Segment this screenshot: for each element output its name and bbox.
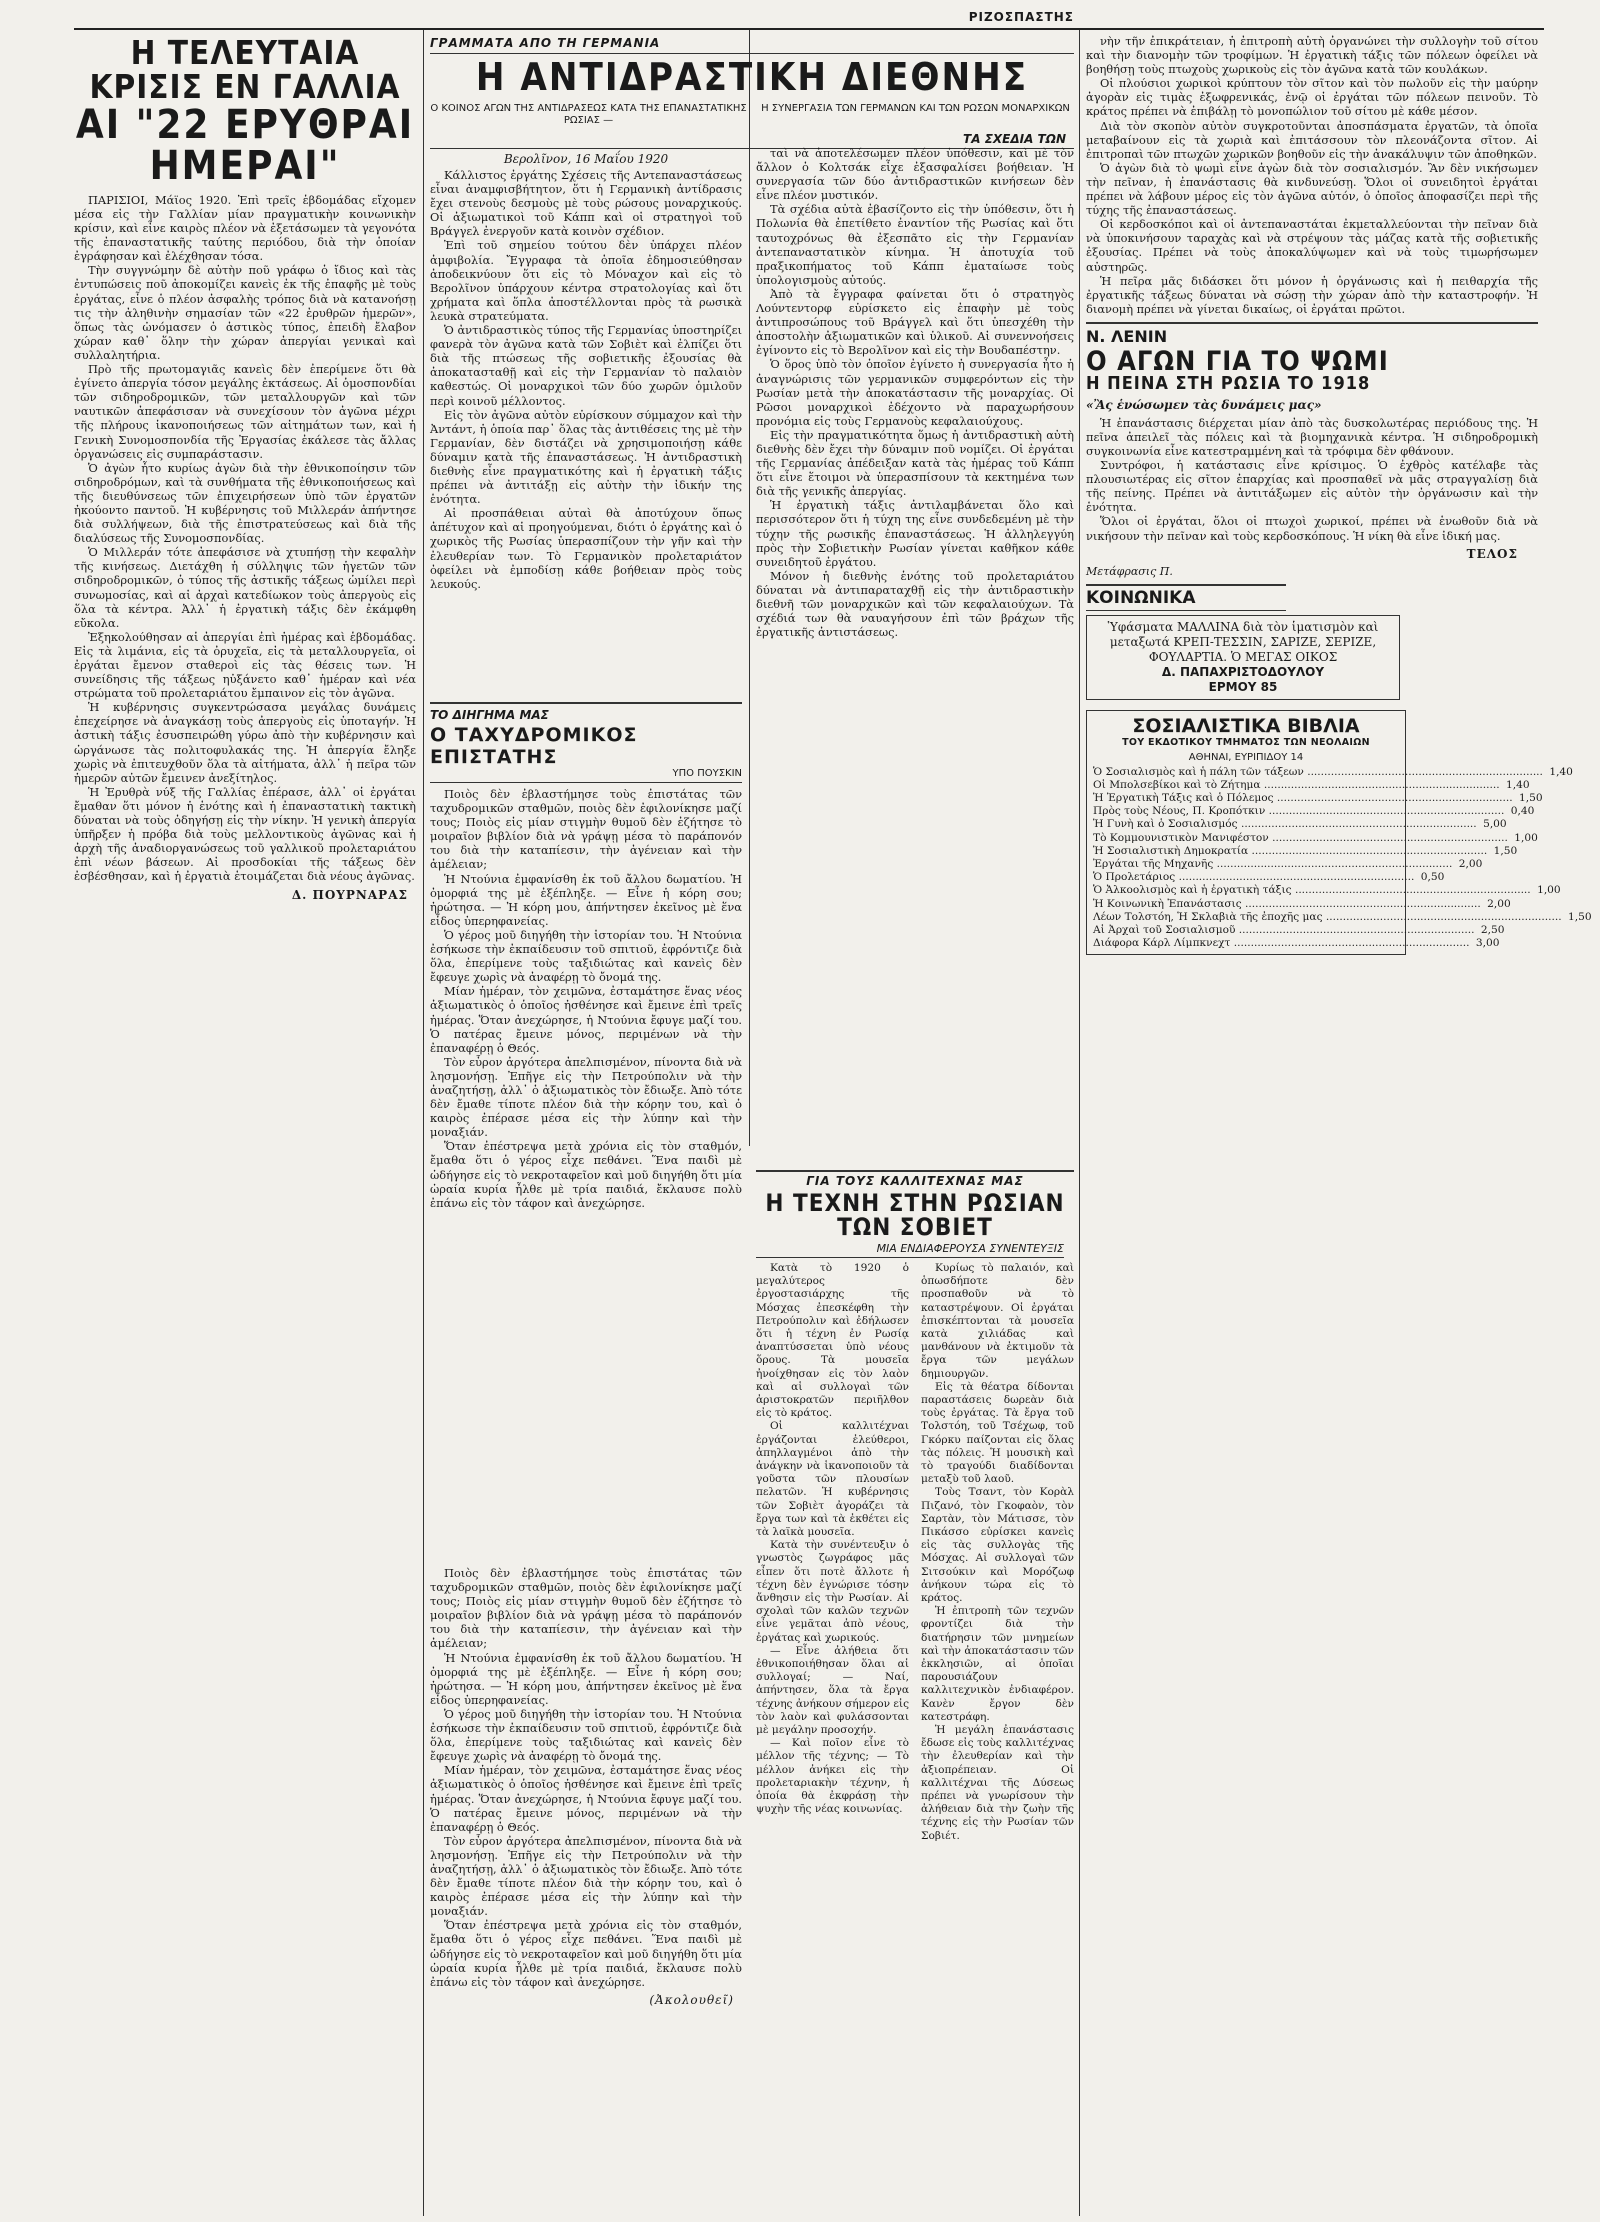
article-end: ΤΕΛΟΣ: [1466, 546, 1518, 561]
paragraph: Ποιὸς δὲν ἐβλαστήμησε τοὺς ἐπιστάτας τῶν ταχυδρομικῶν σταθμῶν, ποιὸς δὲν ἐφιλονίκησε μαζί τους; Ποιὸς εἰς μίαν στιγμὴν θυμοῦ δὲν ἐζήτησε τὸ μοιραῖον βιβλίον διὰ νὰ γράψῃ μέσα τὸ παράπονόν του διὰ τὴν καταπίεσιν, τὴν ἀγένειαν καὶ τὴν ἀμέλειαν;: [430, 787, 742, 872]
article-headline: Η ΤΕΧΝΗ ΣΤΗΝ ΡΩΣΙΑΝ ΤΩΝ ΣΟΒΙΕΤ: [765, 1189, 1065, 1242]
paragraph: Ἐξηκολούθησαν αἱ ἀπεργίαι ἐπὶ ἡμέρας καὶ ἑβδομάδας. Εἰς τὰ λιμάνια, εἰς τὰ ὀρυχεῖα, εἰς τὰ μεταλλουργεῖα, οἱ ἐργάται ἔμενον σταθεροὶ εἰς τὰς θέσεις των. Ἡ συνείδησις τῆς τάξεως ηὐξάνετο καθ᾽ ἡμέραν καὶ νέα στρώματα τοῦ προλεταριάτου ἔμπαινον εἰς τὸν ἀγῶνα.: [74, 629, 416, 701]
story-postmaster: [430, 696, 742, 1210]
book-price: 2,50: [1480, 924, 1505, 937]
section-koinonika: ΚΟΙΝΩΝΙΚΑ: [1086, 584, 1286, 611]
book-row: [1093, 818, 1507, 831]
ad-text: Ὑφάσματα ΜΑΛΛΙΝΑ διὰ τὸν ἱματισμὸν καὶ μεταξωτά ΚΡΕΠ-ΤΕΣΣΙΝ, ΣΑΡΙΖΕ, ΣΕΡΙΖΕ, ΦΟΥΛΑΡΤΙΑ. Ὁ ΜΕΓΑΣ ΟΙΚΟΣ: [1107, 619, 1379, 664]
column-rule: [1079, 30, 1080, 2216]
paragraph: Κατὰ τὸ 1920 ὁ μεγαλύτερος ἐργοστασιάρχης τῆς Μόσχας ἐπεσκέφθη τὴν Πετρούπολιν καὶ ἐδήλωσεν ὅτι ἡ τέχνη ἐν Ρωσίᾳ ἀναπτύσσεται ὑπὸ νέους ὅρους. Τὰ μουσεῖα ἠνοίχθησαν εἰς τὸν λαὸν καὶ αἱ συλλογαὶ τῶν ἀριστοκρατῶν περιῆλθον εἰς τὸ κράτος.: [756, 1261, 909, 1420]
paragraph: Τὰ σχέδια αὐτὰ ἐβασίζοντο εἰς τὴν ὑπόθεσιν, ὅτι ἡ Πολωνία θὰ ἐπετίθετο ἐναντίον τῆς Ρωσίας καὶ ὅτι ταυτοχρόνως θὰ ἐξεσπᾶτο εἰς τὴν Γερμανίαν ἀντεπαναστατικὸν κίνημα. Ἡ ἀποτυχία τοῦ πραξικοπήματος τοῦ Κάππ ἐματαίωσε τοὺς ὑπολογισμοὺς αὐτούς.: [756, 202, 1074, 287]
article-headline: ΑΙ "22 ΕΡΥΘΡΑΙ ΗΜΕΡΑΙ": [75, 102, 415, 190]
paragraph: Συντρόφοι, ἡ κατάστασις εἶνε κρίσιμος. Ὁ ἐχθρὸς κατέλαβε τὰς πλουσιωτέρας εἰς σῖτον ἐπαρχίας καὶ προσπαθεῖ νὰ μᾶς στραγγαλίσῃ διὰ τῆς πείνης. Πρέπει νὰ ἀντιτάξωμεν εἰς αὐτὸν τὴν ὀργάνωσιν καὶ τὴν ἑνότητα.: [1086, 458, 1538, 515]
book-row: [1093, 897, 1511, 911]
story-title: Ο ΤΑΧΥΔΡΟΜΙΚΟΣ ΕΠΙΣΤΑΤΗΣ: [430, 724, 638, 768]
book-title: Διάφορα Κάρλ Λίμπκνεχτ .....: [1093, 937, 1469, 950]
column-right: [1086, 34, 1592, 2216]
paragraph: Ἡ Ντούνια ἐμφανίσθη ἐκ τοῦ ἄλλου δωματίου. Ἡ ὀμορφιά της μὲ ἐξέπληξε. — Εἶνε ἡ κόρη σου; ἠρώτησα. — Ἡ κόρη μου, ἀπήντησεν ἐκεῖνος μὲ ἕνα εἶδος ὑπερηφανείας.: [430, 871, 742, 928]
book-list-title: ΣΟΣΙΑΛΙΣΤΙΚΑ ΒΙΒΛΙΑ: [1132, 714, 1360, 737]
running-head: [74, 6, 1544, 30]
book-price: 5,00: [1483, 818, 1507, 831]
paragraph: Οἱ καλλιτέχναι ἐργάζονται ἐλεύθεροι, ἀπηλλαγμένοι ἀπὸ τὴν ἀνάγκην νὰ ἱκανοποιοῦν τὰ γοῦστα τῶν πλουσίων πελατῶν. Ἡ κυβέρνησις τῶν Σοβιὲτ ἀγοράζει τὰ ἔργα των καὶ τὰ ἐκθέτει εἰς τὰ λαϊκὰ μουσεῖα.: [756, 1420, 909, 1538]
book-row: [1093, 792, 1543, 805]
paragraph: Κατὰ τὴν συνέντευξιν ὁ γνωστὸς ζωγράφος μᾶς εἶπεν ὅτι ποτὲ ἄλλοτε ἡ τέχνη δὲν ἐγνώρισε τόσην ἄνθησιν εἰς τὴν Ρωσίαν. Αἱ σχολαὶ τῶν καλῶν τεχνῶν εἶνε γεμᾶται ἀπὸ νέους, ἐργάτας καὶ χωρικούς.: [756, 1539, 909, 1644]
book-title: Ἡ Ἐργατικὴ Τάξις καὶ ὁ Πόλεμος .....: [1093, 792, 1513, 805]
paragraph: Οἱ κερδοσκόποι καὶ οἱ ἀντεπαναστάται ἐκμεταλλεύονται τὴν πεῖναν διὰ νὰ ὑποκινήσουν ταραχὰς καὶ νὰ στρέψουν τὰς μάζας κατὰ τῆς σοβιετικῆς ἐξουσίας. Πρέπει νὰ τοὺς ἀποκαλύψωμεν καὶ νὰ τοὺς τιμωρήσωμεν αὐστηρῶς.: [1086, 217, 1538, 274]
book-title: Ἡ Κοινωνικὴ Ἐπανάστασις .....: [1093, 898, 1481, 911]
paragraph: Ἡ ἐπανάστασις διέρχεται μίαν ἀπὸ τὰς δυσκολωτέρας περιόδους της. Ἡ πεῖνα ἀπειλεῖ τὰς πόλεις καὶ τὰ βιομηχανικὰ κέντρα. Ἡ σιδηροδρομικὴ συγκοινωνία εἶνε κατεστραμμένη καὶ τὰ τρόφιμα δὲν φθάνουν.: [1086, 415, 1538, 458]
paragraph: Διὰ τὸν σκοπὸν αὐτὸν συγκροτοῦνται ἀποσπάσματα ἐργατῶν, τὰ ὁποῖα μεταβαίνουν εἰς τὰ χωριὰ καὶ ἐπιτάσσουν τὸν πλεονάζοντα σῖτον. Αἱ ἐπιτροπαὶ τῶν πτωχῶν χωρικῶν βοηθοῦν εἰς τὴν ἀνακάλυψιν τῶν ἀποθηκῶν.: [1086, 118, 1538, 161]
book-row: [1093, 844, 1518, 858]
paragraph: Εἰς τὴν πραγματικότητα ὅμως ἡ ἀντιδραστικὴ αὐτὴ διεθνὴς δὲν ἔχει τὴν δύναμιν ποῦ νομίζει. Οἱ ἐργάται τῆς Γερμανίας ἀπέδειξαν κατὰ τὰς ἡμέρας τοῦ Κάππ ὅτι εἶνε ἕτοιμοι νὰ ὑπερασπίσουν τὰ κεκτημένα των διὰ τῆς γενικῆς ἀπεργίας.: [756, 427, 1074, 499]
paragraph: Μίαν ἡμέραν, τὸν χειμῶνα, ἐσταμάτησε ἕνας νέος ἀξιωματικὸς ὁ ὁποῖος ἠσθένησε καὶ ἔμεινε ἐπὶ τρεῖς ἡμέρας. Ὅταν ἀνεχώρησε, ἡ Ντούνια ἔφυγε μαζί του. Ὁ πατέρας ἔμεινε μόνος, περιμένων νὰ τὴν ἐπαναφέρῃ ὁ Θεός.: [430, 1763, 742, 1834]
section-label: ΤΑ ΣΧΕΔΙΑ ΤΩΝ: [430, 130, 1074, 149]
book-price: 1,40: [1549, 765, 1573, 778]
book-title: Ὁ Σοσιαλισμὸς καὶ ἡ πάλη τῶν τάξεων .....: [1093, 766, 1543, 779]
article-kicker: ΓΙΑ ΤΟΥΣ ΚΑΛΛΙΤΕΧΝΑΣ ΜΑΣ: [806, 1174, 1024, 1188]
paragraph: ΠΑΡΙΣΙΟΙ, Μάϊος 1920. Ἐπὶ τρεῖς ἑβδομάδας εἴχομεν μέσα εἰς τὴν Γαλλίαν μίαν πραγματικὴν κοινωνικὴν κρίσιν, καὶ εἶνε καιρὸς πλέον νὰ ἐξετάσωμεν τὰ γεγονότα τῆς ἐπαναστατικῆς ταύτης περιόδου, διὰ τὴν ὁποίαν ἐγράφησαν καὶ ἐλέχθησαν τόσα.: [74, 192, 416, 264]
article-french-crisis: [74, 34, 416, 2216]
book-title: Ἡ Σοσιαλιστικὴ Δημοκρατία .....: [1093, 845, 1487, 858]
book-price: 1,50: [1568, 910, 1592, 923]
article-kicker: Η ΤΕΛΕΥΤΑΙΑ ΚΡΙΣΙΣ ΕΝ ΓΑΛΛΙΑ: [89, 33, 401, 106]
book-row: [1093, 858, 1483, 871]
paragraph: — Εἶνε ἀλήθεια ὅτι ἐθνικοποιήθησαν ὅλαι αἱ συλλογαί; — Ναί, ἀπήντησεν, ὅλα τὰ ἔργα τέχνης ἀνήκουν σήμερον εἰς τὸν λαὸν καὶ φυλάσσονται μὲ μεγάλην προσοχήν.: [756, 1644, 909, 1737]
book-list: [1086, 710, 1592, 956]
book-price: 1,40: [1505, 778, 1530, 791]
story-kicker: ΤΟ ΔΙΗΓΗΜΑ ΜΑΣ: [430, 708, 549, 722]
paragraph: Ὁ γέρος μοῦ διηγήθη τὴν ἱστορίαν του. Ἡ Ντούνια ἐσήκωσε τὴν ἐκπαίδευσιν τοῦ σπιτιοῦ, ἐφρόντιζε διὰ ὅλα, ἐπερίμενε τοὺς ταξιδιώτας καὶ κανεὶς δὲν ἔφευγε χωρὶς νὰ ἀναφέρῃ τὸ ὄνομά της.: [430, 927, 742, 985]
paragraph: Ἡ μεγάλη ἐπανάστασις ἔδωσε εἰς τοὺς καλλιτέχνας τὴν ἐλευθερίαν καὶ τὴν ἀξιοπρέπειαν. Οἱ καλλιτέχναι τῆς Δύσεως πρέπει νὰ γνωρίσουν τὴν ἀλήθειαν διὰ τὴν ζωὴν τῆς τέχνης εἰς τὴν Ρωσίαν τῶν Σοβιέτ.: [921, 1724, 1074, 1842]
article-reaction-header: [430, 34, 1074, 144]
article-kicker: ΓΡΑΜΜΑΤΑ ΑΠΟ ΤΗ ΓΕΡΜΑΝΙΑ: [430, 34, 1074, 54]
book-price: 2,00: [1458, 858, 1483, 871]
paragraph: Ἡ Ντούνια ἐμφανίσθη ἐκ τοῦ ἄλλου δωματίου. Ἡ ὀμορφιά της μὲ ἐξέπληξε. — Εἶνε ἡ κόρη σου; ἠρώτησα. — Ἡ κόρη μου, ἀπήντησεν ἐκεῖνος μὲ ἕνα εἶδος ὑπερηφανείας.: [430, 1650, 742, 1707]
paragraph: Ὅλοι οἱ ἐργάται, ὅλοι οἱ πτωχοὶ χωρικοί, πρέπει νὰ ἑνωθοῦν διὰ νὰ νικήσουν τὴν πεῖναν καὶ τοὺς κερδοσκόπους. Ἡ νίκη θὰ εἶνε ἰδική μας.: [1086, 514, 1538, 543]
book-price: 1,50: [1493, 844, 1518, 857]
article-headline: Η ΑΝΤΙΔΡΑΣΤΙΚΗ ΔΙΕΘΝΗΣ: [475, 55, 1029, 99]
article-signature: Δ. ΠΟΥΡΝΑΡΑΣ: [291, 887, 408, 902]
paragraph: Μόνον ἡ διεθνὴς ἑνότης τοῦ προλεταριάτου δύναται νὰ ἀντιπαραταχθῇ εἰς τὴν ἀντιδραστικὴν διεθνῆ τῶν μοναρχικῶν καὶ τῶν κεφαλαιούχων. Τὰ σχέδιά των θὰ ναυαγήσουν ἐπὶ τῶν βράχων τῆς ἐργατικῆς ἀντιστάσεως.: [756, 568, 1074, 640]
book-title: Ἡ Γυνὴ καὶ ὁ Σοσιαλισμός .....: [1093, 818, 1477, 831]
paragraph: Εἰς τὸν ἀγῶνα αὐτὸν εὑρίσκουν σύμμαχον καὶ τὴν Ἀντάντ, ἡ ὁποία παρ᾽ ὅλας τὰς ἀντιθέσεις της μὲ τὴν Γερμανίαν, δὲν διστάζει νὰ χρησιμοποιήσῃ κάθε δύναμιν κατὰ τῆς ἐπαναστάσεως. Ἡ ἀντιδραστικὴ διεθνὴς εἶνε πραγματικότης καὶ ἡ ἐργατικὴ τάξις πρέπει νὰ ἀντιτάξῃ εἰς αὐτὴν τὴν ἰδικήν της ἑνότητα.: [430, 407, 742, 507]
paragraph: Ὁ Μιλλεράν τότε ἀπεφάσισε νὰ χτυπήσῃ τὴν κεφαλὴν τῆς κινήσεως. Διετάχθη ἡ σύλληψις τῶν ἡγετῶν τῶν σιδηροδρομικῶν, ὁ τύπος τῆς ἀστικῆς τάξεως ὡμίλει περὶ συνωμοσίας, καὶ αἱ ἀρχαὶ κατεδίωκον τοὺς ἀπεργοὺς εἰς ὅλα τὰ κέντρα. Ἀλλ᾽ ἡ ἐργατικὴ τάξις δὲν ἐκάμφθη εὔκολα.: [74, 545, 416, 630]
article-subhead: Ο ΚΟΙΝΟΣ ΑΓΩΝ ΤΗΣ ΑΝΤΙΔΡΑΣΕΩΣ ΚΑΤΑ ΤΗΣ ΕΠΑΝΑΣΤΑΤΙΚΗΣ ΡΩΣΙΑΣ —: [430, 102, 747, 127]
book-row: [1093, 871, 1445, 884]
article-subhead: Η ΠΕΙΝΑ ΣΤΗ ΡΩΣΙΑ ΤΟ 1918: [1086, 373, 1371, 395]
paragraph: Ἡ ἐπιτροπὴ τῶν τεχνῶν φροντίζει διὰ τὴν διατήρησιν τῶν μνημείων καὶ τὴν ἀποκατάστασιν τῶν ἐκκλησιῶν, αἱ ὁποῖαι παρουσιάζουν καλλιτεχνικὸν ἐνδιαφέρον. Κανὲν ἔργον δὲν κατεστράφη.: [921, 1605, 1074, 1723]
paragraph: Ὁ ὅρος ὑπὸ τὸν ὁποῖον ἐγίνετο ἡ συνεργασία ἦτο ἡ ἀναγνώρισις τῶν γερμανικῶν συμφερόντων εἰς τὴν Ρωσίαν μετὰ τὴν ἀποκατάστασιν τῆς μοναρχίας. Οἱ Ρῶσοι μοναρχικοὶ ἐδέχοντο νὰ παραχωρήσουν προνόμια εἰς τοὺς Γερμανοὺς κεφαλαιούχους.: [756, 357, 1074, 428]
book-title: Πρὸς τοὺς Νέους, Π. Κροπότκιν .....: [1093, 805, 1504, 818]
article-subhead: ΜΙΑ ΕΝΔΙΑΦΕΡΟΥΣΑ ΣΥΝΕΝΤΕΥΞΙΣ: [756, 1242, 1064, 1258]
article-author: Ν. ΛΕΝΙΝ: [1086, 322, 1538, 346]
paragraph: νὴν τῆν ἐπικράτειαν, ἡ ἐπιτροπὴ αὐτὴ ὀργανώνει τὴν συλλογὴν τοῦ σίτου καὶ τὴν διανομὴν τῶν τροφίμων. Ἡ ἐργατικὴ τάξις τῶν πόλεων ὀφείλει νὰ βοηθήσῃ τοὺς πτωχοὺς χωρικοὺς εἰς τὸν ἀγῶνα κατὰ τῶν κουλάκων.: [1086, 34, 1538, 77]
article-headline: Ο ΑΓΩΝ ΓΙΑ ΤΟ ΨΩΜΙ: [1086, 345, 1389, 377]
book-price: 0,40: [1510, 805, 1535, 818]
paragraph: Ὁ ἀντιδραστικὸς τύπος τῆς Γερμανίας ὑποστηρίζει φανερὰ τὸν ἀγῶνα κατὰ τῶν Σοβιὲτ καὶ ἐλπίζει ὅτι διὰ τῆς πτώσεως τῆς σοβιετικῆς ἐξουσίας θὰ ἀποκατασταθῇ καὶ εἰς τὴν Γερμανίαν τὸ παλαιὸν καθεστώς. Οἱ μοναρχικοὶ τῶν δύο χωρῶν ὁμιλοῦν περὶ κοινοῦ μέλλοντος.: [430, 323, 742, 408]
book-title: Ὁ Ἀλκοολισμὸς καὶ ἡ ἐργατικὴ τάξις .....: [1093, 884, 1531, 897]
book-price: 1,50: [1519, 792, 1543, 805]
paragraph: Ἡ πεῖρα μᾶς διδάσκει ὅτι μόνον ἡ ὀργάνωσις καὶ ἡ πειθαρχία τῆς ἐργατικῆς τάξεως δύναται νὰ σώσῃ τὴν χώραν ἀπὸ τὴν καταστροφήν. Ἡ διανομὴ πρέπει νὰ γίνεται δικαίως, οἱ ἐργάται πρῶτοι.: [1086, 273, 1538, 316]
ad-address: ΕΡΜΟΥ 85: [1208, 679, 1278, 694]
paragraph: Οἱ πλούσιοι χωρικοὶ κρύπτουν τὸν σῖτον καὶ τὸν πωλοῦν εἰς τὴν μαύρην ἀγορὰν εἰς τιμὰς ἐξωφρενικάς, ἐνῷ οἱ ἐργάται τῶν πόλεων πεινοῦν. Τὸ κράτος πρέπει νὰ ἐπιβάλῃ τὸ μονοπώλιον τοῦ σίτου μὲ κάθε μέσον.: [1086, 76, 1538, 119]
book-price: 1,00: [1537, 884, 1561, 897]
article-reaction-body-a: [430, 146, 742, 691]
book-title: Ἐργάται τῆς Μηχανῆς .....: [1093, 858, 1452, 871]
paragraph: Κυρίως τὸ παλαιόν, καὶ ὁπωσδήποτε δὲν προσπαθοῦν νὰ τὸ καταστρέψουν. Οἱ ἐργάται ἐπισκέπτονται τὰ μουσεῖα κατὰ χιλιάδας καὶ μανθάνουν νὰ ἐκτιμοῦν τὰ ἔργα τῶν μεγάλων δημιουργῶν.: [921, 1261, 1074, 1380]
paragraph: Ἡ Ἐρυθρὰ νύξ τῆς Γαλλίας ἐπέρασε, ἀλλ᾽ οἱ ἐργάται ἔμαθαν ὅτι μόνον ἡ ἑνότης καὶ ἡ ἐπαναστατικὴ τακτικὴ δύναται νὰ τοὺς ὁδηγήσῃ εἰς τὴν νίκην. Ἡ γενικὴ ἀπεργία ὑπῆρξεν ἡ πρόβα διὰ τοὺς μελλοντικοὺς ἀγῶνας καὶ ἡ ἀρχὴ τῆς ἀναδιοργανώσεως τοῦ γαλλικοῦ προλεταριάτου ἐπὶ νέων βάσεων. Αἱ προσδοκίαι τῆς τάξεως δὲν ἐσβέσθησαν, καὶ ἡ ἐργατιὰ ἑτοιμάζεται διὰ νέους ἀγῶνας.: [74, 784, 416, 884]
article-soviet-art: [756, 1164, 1074, 2216]
paragraph: Πρὸ τῆς πρωτομαγιᾶς κανεὶς δὲν ἐπερίμενε ὅτι θὰ ἐγίνετο ἀπεργία τόσον μεγάλης ἐκτάσεως. Αἱ ὁμοσπονδίαι τῶν σιδηροδρομικῶν, τῶν μεταλλουργῶν καὶ τῶν ναυτικῶν ἀπεφάσισαν νὰ συνεχίσουν τὸν ἀγῶνα μέχρι τῆς πλήρους ἱκανοποιήσεως τῶν αἰτημάτων των, καὶ ἡ Γενικὴ Συνομοσπονδία τῆς Ἐργασίας ἐκάλεσε τὰς ἄλλας ὀργανώσεις εἰς συμπαράστασιν.: [74, 362, 416, 461]
paragraph: Ὅταν ἐπέστρεψα μετὰ χρόνια εἰς τὸν σταθμόν, ἔμαθα ὅτι ὁ γέρος εἶχε πεθάνει. Ἕνα παιδὶ μὲ ὡδήγησε εἰς τὸ νεκροταφεῖον καὶ μοῦ διηγήθη ὅτι μία ὡραία κυρία ἦλθε μὲ τρία παιδιά, ἔκλαυσε πολὺ ἐπάνω εἰς τὸν τάφον καὶ ἀνεχώρησε.: [430, 1918, 742, 1989]
book-row: [1093, 937, 1500, 950]
column-rule: [749, 30, 750, 1146]
book-row: [1093, 831, 1538, 845]
ad-name: Δ. ΠΑΠΑΧΡΙΣΤΟΔΟΥΛΟΥ: [1161, 664, 1325, 679]
paragraph: Κάλλιστος ἐργάτης Σχέσεις τῆς Αντεπαναστάσεως εἶναι ἀναμφισβήτητον, ὅτι ἡ Γερμανικὴ ἀντίδρασις ἔχει στενοὺς δεσμοὺς μὲ τοὺς ρώσους μοναρχικούς. Οἱ ἀξιωματικοὶ τοῦ Κάππ καὶ οἱ στρατηγοὶ τοῦ Βράγγελ ἐνεργοῦν κατὰ κοινὸν σχέδιον.: [430, 168, 742, 239]
article-subhead: Η ΣΥΝΕΡΓΑΣΙΑ ΤΩΝ ΓΕΡΜΑΝΩΝ ΚΑΙ ΤΩΝ ΡΩΣΩΝ ΜΟΝΑΡΧΙΚΩΝ: [761, 102, 1070, 114]
paragraph: — Καὶ ποῖον εἶνε τὸ μέλλον τῆς τέχνης; — Τὸ μέλλον ἀνήκει εἰς τὴν προλεταριακὴν τέχνην, ἡ ὁποία θὰ ἐκφράσῃ τὴν ψυχὴν τῆς νέας κοινωνίας.: [756, 1737, 909, 1816]
book-row: [1093, 910, 1592, 924]
book-list-subtitle: ΤΟΥ ΕΚΔΟΤΙΚΟΥ ΤΜΗΜΑΤΟΣ ΤΩΝ ΝΕΟΛΑΙΩΝ: [1122, 736, 1370, 748]
paragraph: Ποιὸς δὲν ἐβλαστήμησε τοὺς ἐπιστάτας τῶν ταχυδρομικῶν σταθμῶν, ποιὸς δὲν ἐφιλονίκησε μαζί τους; Ποιὸς εἰς μίαν στιγμὴν θυμοῦ δὲν ἐζήτησε τὸ μοιραῖον βιβλίον διὰ νὰ γράψῃ μέσα τὸ παράπονόν του διὰ τὴν καταπίεσιν, τὴν ἀγένειαν καὶ τὴν ἀμέλειαν;: [430, 1566, 742, 1651]
book-price: 1,00: [1514, 831, 1538, 844]
book-row: [1093, 778, 1530, 792]
dateline: Βερολῖνον, 16 Μαΐου 1920: [503, 152, 669, 166]
book-price: 0,50: [1420, 871, 1445, 884]
paragraph: Ἡ ἐργατικὴ τάξις ἀντιλαμβάνεται ὅλο καὶ περισσότερον ὅτι ἡ τύχη της εἶνε συνδεδεμένη μὲ τὴν τύχην τῆς ρωσικῆς ἐπαναστάσεως. Ἡ ἀλληλεγγύη πρὸς τὴν Σοβιετικὴν Ρωσίαν γίνεται καθῆκον κάθε συνειδητοῦ ἐργάτου.: [756, 498, 1074, 569]
column-rule: [423, 30, 424, 2216]
paragraph: Ἡ κυβέρνησις συγκεντρώσασα μεγάλας δυνάμεις ἐπεχείρησε νὰ ἀναγκάσῃ τοὺς ἀπεργοὺς εἰς ὑποταγήν. Ἡ ἀστικὴ τάξις ἐσυσπειρώθη γύρω ἀπὸ τὴν κυβέρνησιν καὶ ὠργάνωσε τὰς πολιτοφυλακάς της. Ἡ ἀπεργία ἔληξε χωρὶς νὰ ἐπιτευχθοῦν ὅλα τὰ αἰτήματα, ἀλλ᾽ ἡ πεῖρα τῶν ἡμερῶν αὐτῶν ἔμεινεν ἀνεξίτηλος.: [74, 700, 416, 785]
book-title: Τὸ Κομμουνιστικὸν Μανιφέστον .....: [1093, 832, 1508, 845]
paragraph: Τὴν συγγνώμην δὲ αὐτὴν ποῦ γράφω ὁ ἴδιος καὶ τὰς ἐντυπώσεις ποῦ ἀποκομίζει κανεὶς ἐκ τῆς ἐπαφῆς μὲ τοὺς ἐργάτας, εἶνε ὁ πλέον ἀσφαλὴς τρόπος διὰ νὰ κατανοήσῃ τις τὴν ἀληθινὴν σημασίαν τῶν «22 ἐρυθρῶν ἡμερῶν», ὅπως τὰς ὠνόμασεν ὁ ἀστικὸς τύπος, ἐπειδὴ ἔλαβον χώραν καθ᾽ ὅλην τὴν χώραν ἀπεργίαι γενικαὶ καὶ συλλαλητήρια.: [74, 263, 416, 362]
book-row: [1093, 765, 1573, 779]
paragraph: Τὸν εὗρον ἀργότερα ἀπελπισμένον, πίνοντα διὰ νὰ λησμονήσῃ. Ἐπῆγε εἰς τὴν Πετρούπολιν νὰ τὴν ἀναζητήσῃ, ἀλλ᾽ ὁ ἀξιωματικὸς τὸν ἔδιωξε. Ἀπὸ τότε δὲν ἔμαθε τίποτε πλέον διὰ τὴν κόρην του, καὶ ὁ καιρὸς ἐπέρασε μέσα εἰς τὴν λύπην καὶ τὴν μοναξιάν.: [430, 1054, 742, 1140]
book-row: [1093, 884, 1561, 897]
newspaper-page: [74, 6, 1592, 2216]
book-title: Λέων Τολστόη, Ἡ Σκλαβιὰ τῆς ἐποχῆς μας .....: [1093, 911, 1562, 924]
book-title: Οἱ Μπολσεβίκοι καὶ τὸ Ζήτημα .....: [1093, 779, 1500, 792]
paragraph: ταὶ νὰ ἀποτελέσωμεν πλέον ὑπόθεσιν, καὶ μὲ τὸν ἄλλον ὁ Κολτσάκ εἶχε ἐξασφαλίσει βοήθειαν. Ἡ συνεργασία τῶν δύο ἀντιδραστικῶν κινήσεων δὲν εἶνε πλέον μυστικόν.: [756, 146, 1074, 203]
paragraph: Μίαν ἡμέραν, τὸν χειμῶνα, ἐσταμάτησε ἕνας νέος ἀξιωματικὸς ὁ ὁποῖος ἠσθένησε καὶ ἔμεινε ἐπὶ τρεῖς ἡμέρας. Ὅταν ἀνεχώρησε, ἡ Ντούνια ἔφυγε μαζί του. Ὁ πατέρας ἔμεινε μόνος, περιμένων νὰ τὴν ἐπαναφέρῃ ὁ Θεός.: [430, 984, 742, 1055]
paragraph: Αἱ προσπάθειαι αὐταὶ θὰ ἀποτύχουν ὅπως ἀπέτυχον καὶ αἱ προηγούμεναι, διότι ὁ ἐργάτης καὶ ὁ χωρικὸς τῆς Ρωσίας ὑπερασπίζουν τὴν γῆν καὶ τὴν ἐλευθερίαν των. Τὸ Γερμανικὸν προλεταριάτον ὀφείλει νὰ ἐμποδίσῃ κάθε βοήθειαν πρὸς τοὺς λευκούς.: [430, 506, 742, 591]
article-reaction-body-b: [756, 146, 1074, 1146]
book-title: Αἱ Ἀρχαὶ τοῦ Σοσιαλισμοῦ .....: [1093, 924, 1475, 937]
article-body: [74, 193, 416, 884]
masthead-text: ΡΙΖΟΣΠΑΣΤΗΣ: [968, 10, 1074, 24]
paragraph: Ὁ ἀγὼν διὰ τὸ ψωμὶ εἶνε ἀγὼν διὰ τὸν σοσιαλισμόν. Ἂν δὲν νικήσωμεν τὴν πεῖναν, ἡ ἐπανάστασις θὰ κινδυνεύσῃ. Ὅλοι οἱ συνειδητοὶ ἐργάται πρέπει νὰ λάβουν μέρος εἰς τὸν ἀγῶνα αὐτόν, ὁ ὁποῖος ἀποφασίζει περὶ τῆς τύχης τῆς ἐπαναστάσεως.: [1086, 160, 1538, 218]
paragraph: Εἰς τὰ θέατρα δίδονται παραστάσεις δωρεὰν διὰ τοὺς ἐργάτας. Τὰ ἔργα τοῦ Τολστόη, τοῦ Τσέχωφ, τοῦ Γκόρκυ παίζονται εἰς ὅλας τὰς πόλεις. Ἡ μουσικὴ καὶ τὸ τραγούδι διαδίδονται μεταξὺ τοῦ λαοῦ.: [921, 1380, 1074, 1486]
paragraph: Τὸν εὗρον ἀργότερα ἀπελπισμένον, πίνοντα διὰ νὰ λησμονήσῃ. Ἐπῆγε εἰς τὴν Πετρούπολιν νὰ τὴν ἀναζητήσῃ, ἀλλ᾽ ὁ ἀξιωματικὸς τὸν ἔδιωξε. Ἀπὸ τότε δὲν ἔμαθε τίποτε πλέον διὰ τὴν κόρην του, καὶ ὁ καιρὸς ἐπέρασε μέσα εἰς τὴν λύπην καὶ τὴν μοναξιάν.: [430, 1833, 742, 1919]
story-author: ΥΠΟ ΠΟΥΣΚΙΝ: [430, 768, 742, 783]
advertisement: [1086, 615, 1400, 700]
book-title: Ὁ Προλετάριος .....: [1093, 871, 1414, 884]
paragraph: Ὁ ἀγὼν ἦτο κυρίως ἀγὼν διὰ τὴν ἐθνικοποίησιν τῶν σιδηροδρόμων, καὶ τὰ συνθήματα τῆς ἐθνικοποιήσεως καὶ τῆς διευθύνσεως τῶν ἐπιχειρήσεων ὑπὸ τῶν ἐργατῶν ἠκούοντο παντοῦ. Ἡ κυβέρνησις τοῦ Μιλλεράν ἀπήντησε διὰ συλλήψεων, διὰ τῆς ἐπιστρατεύσεως καὶ διὰ τῆς διαλύσεως τῆς Συνομοσπονδίας.: [74, 460, 416, 546]
continued-note: (Ἀκολουθεῖ): [649, 1992, 734, 2007]
book-row: [1093, 805, 1535, 818]
book-list-address: ΑΘΗΝΑΙ, ΕΥΡΙΠΙΔΟΥ 14: [1188, 751, 1304, 763]
translator-credit: Μετάφρασις Π.: [1086, 564, 1173, 578]
book-price: 3,00: [1475, 937, 1500, 950]
story-continued: [430, 1566, 742, 2216]
book-row: [1093, 924, 1505, 937]
paragraph: Ὅταν ἐπέστρεψα μετὰ χρόνια εἰς τὸν σταθμόν, ἔμαθα ὅτι ὁ γέρος εἶχε πεθάνει. Ἕνα παιδὶ μὲ ὡδήγησε εἰς τὸ νεκροταφεῖον καὶ μοῦ διηγήθη ὅτι μία ὡραία κυρία ἦλθε μὲ τρία παιδιά, ἔκλαυσε πολὺ ἐπάνω εἰς τὸν τάφον καὶ ἀνεχώρησε.: [430, 1139, 742, 1210]
paragraph: Ὁ γέρος μοῦ διηγήθη τὴν ἱστορίαν του. Ἡ Ντούνια ἐσήκωσε τὴν ἐκπαίδευσιν τοῦ σπιτιοῦ, ἐφρόντιζε διὰ ὅλα, ἐπερίμενε τοὺς ταξιδιώτας καὶ κανεὶς δὲν ἔφευγε χωρὶς νὰ ἀναφέρῃ τὸ ὄνομά της.: [430, 1706, 742, 1764]
article-quote: «Ἂς ἑνώσωμεν τὰς δυνάμεις μας»: [1086, 397, 1322, 412]
paragraph: Τοὺς Τσαντ, τὸν Κορὰλ Πιζανό, τὸν Γκοφαὸν, τὸν Σαρτὰν, τὸν Μάτισσε, τὸν Πικάσσο εὑρίσκει κανεὶς εἰς τὰς συλλογὰς τῆς Μόσχας. Αἱ συλλογαὶ τῶν Σιτσούκιν καὶ Μορόζωφ ἀνήκουν τώρα εἰς τὸ κράτος.: [921, 1486, 1074, 1605]
book-price: 2,00: [1487, 897, 1511, 910]
paragraph: Ἐπὶ τοῦ σημείου τούτου δὲν ὑπάρχει πλέον ἀμφιβολία. Ἔγγραφα τὰ ὁποῖα ἐδημοσιεύθησαν ἀποδεικνύουν ὅτι εἰς τὸ Μόναχον καὶ εἰς τὸ Βερολῖνον ὑπάρχουν κέντρα στρατολογίας καὶ ὅτι χρήματα καὶ ὅπλα ἀποστέλλονται πρὸς τὰ ρωσικὰ λευκὰ στρατεύματα.: [430, 238, 742, 323]
paragraph: Ἀπὸ τὰ ἔγγραφα φαίνεται ὅτι ὁ στρατηγὸς Λούντεντορφ εὑρίσκετο εἰς ἐπαφὴν μὲ τοὺς ἀντιπροσώπους τοῦ Βράγγελ καὶ ὅτι ὑπεσχέθη τὴν ἀποστολὴν ἀξιωματικῶν καὶ ὑλικοῦ. Αἱ συνεννοήσεις ἐγίνοντο εἰς τὸ Βερολῖνον καὶ εἰς τὴν Βουδαπέστην.: [756, 286, 1074, 358]
